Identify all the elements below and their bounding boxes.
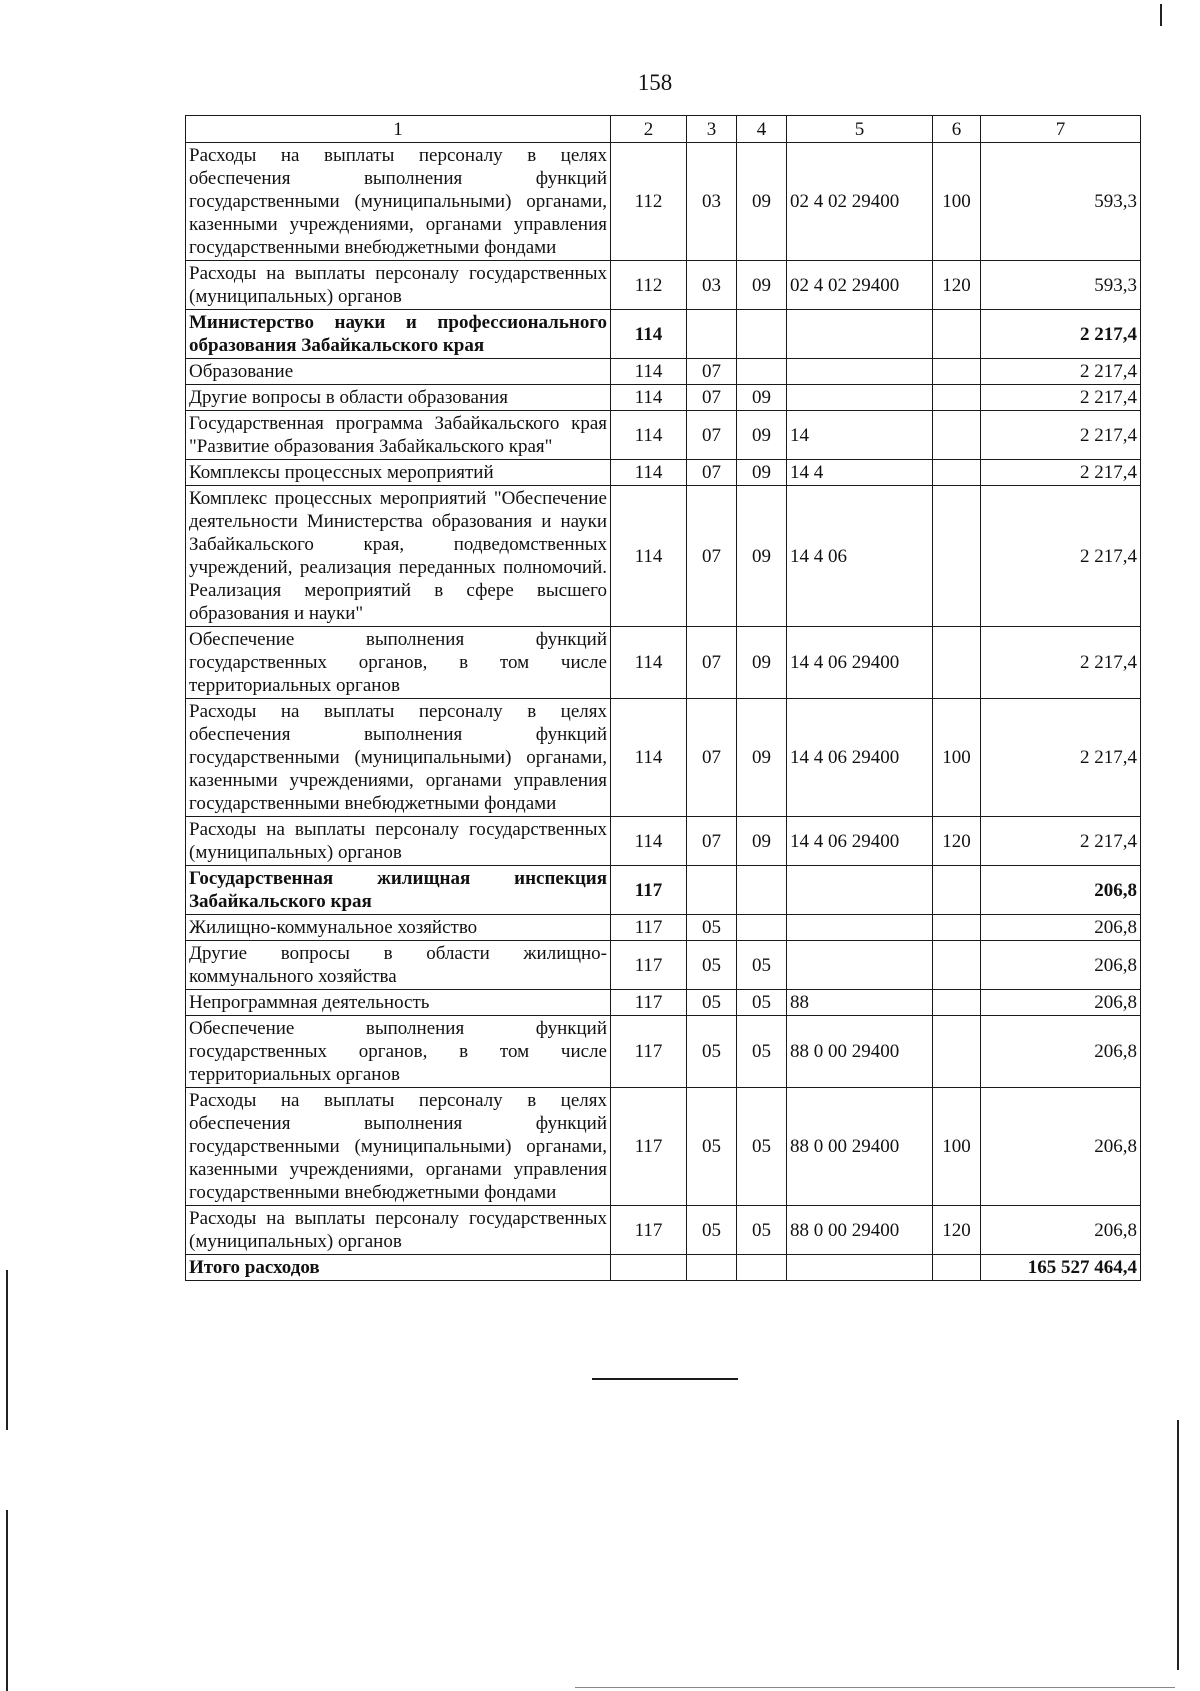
cell-ministry-code: 117 <box>611 1088 687 1206</box>
cell-name: Расходы на выплаты персоналу в целях обеспечения выполнения функций государственными (муниципальными) органами, казенными учреждениями, органами управления государственными внебюджетными фондами <box>186 699 611 817</box>
cell-section: 07 <box>687 385 737 411</box>
cell-name: Министерство науки и профессионального образования Забайкальского края <box>186 310 611 359</box>
cell-ministry-code: 117 <box>611 915 687 941</box>
cell-expense-type <box>933 385 981 411</box>
cell-name: Непрограммная деятельность <box>186 990 611 1016</box>
cell-amount: 206,8 <box>981 866 1141 915</box>
cell-ministry-code: 114 <box>611 486 687 627</box>
cell-expense-type <box>933 627 981 699</box>
cell-amount: 2 217,4 <box>981 460 1141 486</box>
scan-edge-mark <box>1177 1420 1179 1670</box>
cell-name: Другие вопросы в области образования <box>186 385 611 411</box>
cell-section: 05 <box>687 941 737 990</box>
cell-expense-type: 120 <box>933 1206 981 1255</box>
cell-ministry-code: 117 <box>611 990 687 1016</box>
cell-ministry-code: 117 <box>611 1016 687 1088</box>
cell-section: 07 <box>687 460 737 486</box>
table-row <box>186 1016 1141 1088</box>
cell-target-article: 02 4 02 29400 <box>787 143 933 261</box>
cell-amount: 206,8 <box>981 941 1141 990</box>
cell-subsection: 05 <box>737 1206 787 1255</box>
cell-subsection: 05 <box>737 941 787 990</box>
cell-target-article <box>787 1255 933 1281</box>
cell-target-article: 14 <box>787 411 933 460</box>
cell-target-article: 14 4 06 29400 <box>787 627 933 699</box>
cell-section: 05 <box>687 915 737 941</box>
cell-subsection: 05 <box>737 990 787 1016</box>
cell-section: 05 <box>687 1088 737 1206</box>
table-row <box>186 1255 1141 1281</box>
cell-name: Расходы на выплаты персоналу в целях обеспечения выполнения функций государственными (муниципальными) органами, казенными учреждениями, органами управления государственными внебюджетными фондами <box>186 143 611 261</box>
cell-expense-type <box>933 990 981 1016</box>
table-row <box>186 359 1141 385</box>
cell-subsection: 09 <box>737 486 787 627</box>
cell-name: Комплексы процессных мероприятий <box>186 460 611 486</box>
cell-name: Государственная программа Забайкальского края "Развитие образования Забайкальского края" <box>186 411 611 460</box>
cell-ministry-code: 114 <box>611 359 687 385</box>
cell-amount: 206,8 <box>981 1088 1141 1206</box>
cell-section: 05 <box>687 990 737 1016</box>
cell-amount: 2 217,4 <box>981 486 1141 627</box>
cell-amount: 206,8 <box>981 1016 1141 1088</box>
cell-expense-type: 120 <box>933 817 981 866</box>
cell-target-article <box>787 866 933 915</box>
scan-edge-mark <box>6 1270 8 1430</box>
cell-amount: 593,3 <box>981 143 1141 261</box>
cell-ministry-code: 117 <box>611 1206 687 1255</box>
cell-target-article <box>787 915 933 941</box>
cell-subsection: 09 <box>737 261 787 310</box>
cell-subsection: 09 <box>737 817 787 866</box>
cell-amount: 593,3 <box>981 261 1141 310</box>
cell-target-article: 14 4 06 <box>787 486 933 627</box>
page-number: 158 <box>637 70 673 95</box>
cell-expense-type <box>933 359 981 385</box>
cell-section: 07 <box>687 699 737 817</box>
scan-edge-mark <box>575 1687 1175 1688</box>
table-row <box>186 1206 1141 1255</box>
cell-subsection <box>737 866 787 915</box>
cell-target-article: 02 4 02 29400 <box>787 261 933 310</box>
cell-target-article: 88 0 00 29400 <box>787 1016 933 1088</box>
cell-subsection <box>737 1255 787 1281</box>
table-row <box>186 143 1141 261</box>
cell-ministry-code: 114 <box>611 411 687 460</box>
cell-ministry-code: 114 <box>611 627 687 699</box>
header-col-7: 7 <box>981 116 1141 143</box>
header-row <box>186 116 1141 143</box>
cell-expense-type: 100 <box>933 1088 981 1206</box>
table-row <box>186 1088 1141 1206</box>
cell-expense-type <box>933 866 981 915</box>
cell-subsection: 09 <box>737 699 787 817</box>
cell-section: 07 <box>687 627 737 699</box>
cell-target-article <box>787 359 933 385</box>
table-row <box>186 915 1141 941</box>
cell-ministry-code: 112 <box>611 143 687 261</box>
scan-edge-mark <box>1160 4 1162 26</box>
cell-name: Расходы на выплаты персоналу государственных (муниципальных) органов <box>186 1206 611 1255</box>
table-row <box>186 310 1141 359</box>
cell-amount: 206,8 <box>981 915 1141 941</box>
cell-amount: 2 217,4 <box>981 699 1141 817</box>
table-body <box>186 143 1141 1281</box>
cell-ministry-code: 114 <box>611 385 687 411</box>
cell-subsection: 09 <box>737 460 787 486</box>
cell-target-article: 14 4 <box>787 460 933 486</box>
cell-name: Обеспечение выполнения функций государственных органов, в том числе территориальных органов <box>186 627 611 699</box>
cell-subsection <box>737 359 787 385</box>
cell-target-article <box>787 310 933 359</box>
cell-subsection: 09 <box>737 385 787 411</box>
table-row <box>186 385 1141 411</box>
table-row <box>186 817 1141 866</box>
cell-ministry-code: 117 <box>611 866 687 915</box>
cell-section: 05 <box>687 1016 737 1088</box>
cell-amount: 165 527 464,4 <box>981 1255 1141 1281</box>
cell-ministry-code: 114 <box>611 817 687 866</box>
cell-ministry-code: 114 <box>611 310 687 359</box>
cell-section: 07 <box>687 411 737 460</box>
cell-expense-type: 100 <box>933 143 981 261</box>
cell-ministry-code: 114 <box>611 460 687 486</box>
cell-expense-type <box>933 1255 981 1281</box>
cell-section: 07 <box>687 359 737 385</box>
cell-target-article <box>787 941 933 990</box>
header-col-4: 4 <box>737 116 787 143</box>
header-col-3: 3 <box>687 116 737 143</box>
cell-section: 05 <box>687 1206 737 1255</box>
table-row <box>186 486 1141 627</box>
cell-section <box>687 1255 737 1281</box>
cell-section: 07 <box>687 486 737 627</box>
cell-ministry-code: 112 <box>611 261 687 310</box>
cell-expense-type <box>933 460 981 486</box>
table-row <box>186 699 1141 817</box>
cell-name: Комплекс процессных мероприятий "Обеспечение деятельности Министерства образования и науки Забайкальского края, подведомственных учреждений, реализация переданных полномочий. Реализация мероприятий в сфере высшего образования и науки" <box>186 486 611 627</box>
header-col-6: 6 <box>933 116 981 143</box>
cell-subsection <box>737 915 787 941</box>
cell-expense-type <box>933 941 981 990</box>
table-row <box>186 866 1141 915</box>
end-rule <box>592 1378 738 1380</box>
table-row <box>186 261 1141 310</box>
cell-section: 03 <box>687 261 737 310</box>
cell-subsection <box>737 310 787 359</box>
cell-target-article: 14 4 06 29400 <box>787 699 933 817</box>
cell-subsection: 09 <box>737 411 787 460</box>
table-row <box>186 411 1141 460</box>
cell-name: Образование <box>186 359 611 385</box>
cell-subsection: 05 <box>737 1016 787 1088</box>
cell-target-article: 88 0 00 29400 <box>787 1206 933 1255</box>
cell-expense-type: 100 <box>933 699 981 817</box>
header-col-1: 1 <box>186 116 611 143</box>
table-row <box>186 990 1141 1016</box>
cell-expense-type: 120 <box>933 261 981 310</box>
cell-target-article <box>787 385 933 411</box>
cell-name: Расходы на выплаты персоналу государственных (муниципальных) органов <box>186 261 611 310</box>
cell-section <box>687 866 737 915</box>
cell-ministry-code <box>611 1255 687 1281</box>
cell-name: Жилищно-коммунальное хозяйство <box>186 915 611 941</box>
cell-target-article: 88 0 00 29400 <box>787 1088 933 1206</box>
cell-amount: 2 217,4 <box>981 627 1141 699</box>
cell-target-article: 88 <box>787 990 933 1016</box>
cell-name: Другие вопросы в области жилищно-коммунального хозяйства <box>186 941 611 990</box>
cell-subsection: 05 <box>737 1088 787 1206</box>
cell-name: Обеспечение выполнения функций государственных органов, в том числе территориальных органов <box>186 1016 611 1088</box>
cell-expense-type <box>933 486 981 627</box>
header-col-2: 2 <box>611 116 687 143</box>
cell-amount: 2 217,4 <box>981 359 1141 385</box>
cell-amount: 2 217,4 <box>981 817 1141 866</box>
cell-section <box>687 310 737 359</box>
cell-subsection: 09 <box>737 627 787 699</box>
header-col-5: 5 <box>787 116 933 143</box>
cell-name: Государственная жилищная инспекция Забайкальского края <box>186 866 611 915</box>
cell-target-article: 14 4 06 29400 <box>787 817 933 866</box>
cell-name: Итого расходов <box>186 1255 611 1281</box>
budget-table <box>185 115 1141 1281</box>
cell-amount: 2 217,4 <box>981 411 1141 460</box>
cell-amount: 2 217,4 <box>981 385 1141 411</box>
cell-section: 03 <box>687 143 737 261</box>
table-row <box>186 941 1141 990</box>
table-row <box>186 460 1141 486</box>
cell-subsection: 09 <box>737 143 787 261</box>
cell-section: 07 <box>687 817 737 866</box>
cell-amount: 206,8 <box>981 1206 1141 1255</box>
cell-expense-type <box>933 915 981 941</box>
cell-name: Расходы на выплаты персоналу государственных (муниципальных) органов <box>186 817 611 866</box>
cell-expense-type <box>933 411 981 460</box>
cell-amount: 2 217,4 <box>981 310 1141 359</box>
scan-edge-mark <box>6 1510 8 1691</box>
cell-name: Расходы на выплаты персоналу в целях обеспечения выполнения функций государственными (муниципальными) органами, казенными учреждениями, органами управления государственными внебюджетными фондами <box>186 1088 611 1206</box>
cell-expense-type <box>933 310 981 359</box>
table-row <box>186 627 1141 699</box>
cell-ministry-code: 117 <box>611 941 687 990</box>
cell-expense-type <box>933 1016 981 1088</box>
cell-amount: 206,8 <box>981 990 1141 1016</box>
cell-ministry-code: 114 <box>611 699 687 817</box>
